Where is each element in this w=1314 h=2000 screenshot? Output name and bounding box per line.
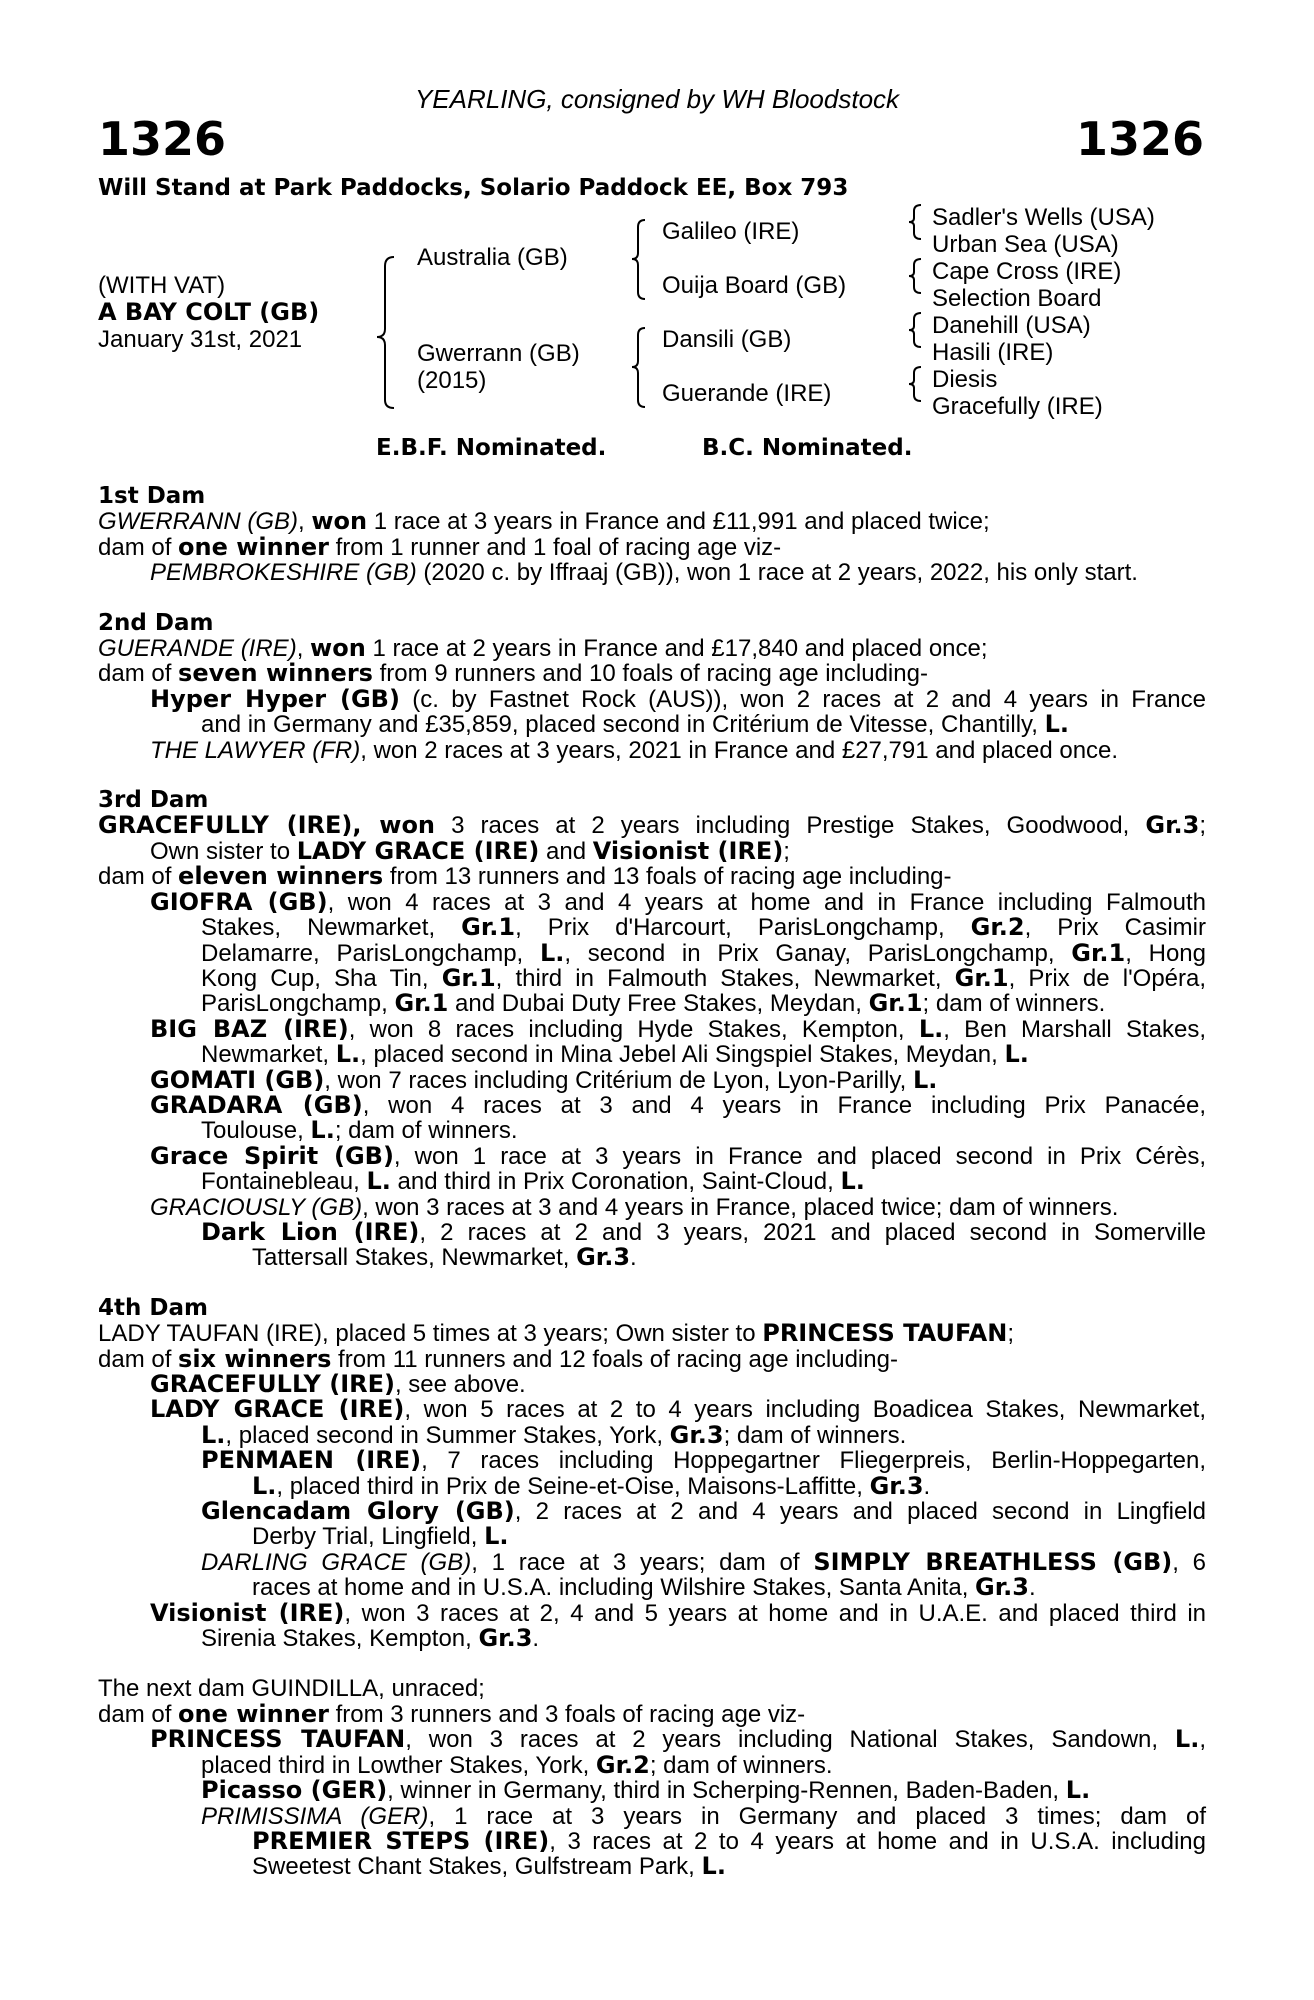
dam-of-dam: Guerande (IRE)	[662, 380, 832, 407]
first-dam-record: GWERRANN (GB), won 1 race at 3 years in France and £11,991 and placed twice;	[98, 507, 990, 536]
progeny-giofra-cont-3: Kong Cup, Sha Tin, Gr.1, third in Falmouth Stakes, Newmarket, Gr.1, Prix de l'Opéra,	[201, 963, 1207, 992]
sire-of-sire: Galileo (IRE)	[662, 218, 800, 245]
progeny-gomati: GOMATI (GB), won 7 races including Critérium de Lyon, Lyon-Parilly, L.	[150, 1065, 938, 1094]
consignment-subtitle: YEARLING, consigned by WH Bloodstock	[414, 84, 900, 114]
progeny-giofra-cont-1: Stakes, Newmarket, Gr.1, Prix d'Harcourt, ParisLongchamp, Gr.2, Prix Casimir	[201, 913, 1206, 942]
progeny-glencadam-glory-cont: Derby Trial, Lingfield, L.	[252, 1522, 509, 1551]
catalogue-pedigree-notes	[98, 484, 1206, 1880]
progeny-gradara: GRADARA (GB), won 4 races at 3 and 4 years in France including Prix Panacée,	[150, 1090, 1206, 1119]
progeny-giofra: GIOFRA (GB), won 4 races at 3 and 4 years at home and in France including Falmouth	[150, 887, 1207, 916]
progeny-dark-lion: Dark Lion (IRE), 2 races at 2 and 3 years, 2021 and placed second in Somerville	[201, 1217, 1206, 1246]
progeny-big-baz-cont: Newmarket, L., placed second in Mina Jebel Ali Singspiel Stakes, Meydan, L.	[201, 1040, 1029, 1069]
progeny-princess-taufan-cont: placed third in Lowther Stakes, York, Gr.2; dam of winners.	[201, 1750, 833, 1779]
ebf-nomination: E.B.F. Nominated.	[376, 435, 607, 461]
third-dam-record: GRACEFULLY (IRE), won 3 races at 2 years including Prestige Stakes, Goodwood, Gr.3;	[98, 811, 1206, 840]
sire-of-dam: Dansili (GB)	[662, 326, 792, 353]
bc-nomination: B.C. Nominated.	[702, 435, 913, 461]
progeny-penmaen-cont: L., placed third in Prix de Seine-et-Oise, Maisons-Laffitte, Gr.3.	[252, 1471, 931, 1500]
horse-name: A BAY COLT (GB)	[98, 298, 320, 326]
second-dam-record: GUERANDE (IRE), won 1 race at 2 years in France and £17,840 and placed once;	[98, 634, 988, 663]
lot-number-left: 1326	[98, 112, 227, 166]
progeny-penmaen: PENMAEN (IRE), 7 races including Hoppegartner Fliegerpreis, Berlin-Hoppegarten,	[201, 1446, 1206, 1475]
progeny-graciously: GRACIOUSLY (GB), won 3 races at 3 and 4 years in France, placed twice; dam of winners.	[150, 1193, 1119, 1221]
progeny-darling-grace-cont: races at home and in U.S.A. including Wilshire Stakes, Santa Anita, Gr.3.	[252, 1573, 1036, 1602]
progeny-princess-taufan: PRINCESS TAUFAN, won 3 races at 2 years including National Stakes, Sandown, L.,	[150, 1725, 1207, 1754]
second-dam-produce: dam of seven winners from 9 runners and 10 foals of racing age including-	[98, 659, 928, 688]
next-dam-produce: dam of one winner from 3 runners and 3 foals of racing age viz-	[98, 1699, 806, 1728]
progeny-premier-steps-cont: Sweetest Chant Stakes, Gulfstream Park, L.	[252, 1852, 726, 1881]
ancestor-2: Urban Sea (USA)	[932, 231, 1119, 258]
fourth-dam-title: 4th Dam	[98, 1294, 208, 1321]
progeny-dark-lion-cont: Tattersall Stakes, Newmarket, Gr.3.	[252, 1243, 637, 1272]
ancestor-7: Diesis	[932, 366, 998, 393]
progeny-gracefully: GRACEFULLY (IRE), see above.	[150, 1370, 526, 1398]
lot-number-right: 1326	[1075, 112, 1204, 166]
ancestor-8: Gracefully (IRE)	[932, 393, 1103, 420]
stabling-location: Will Stand at Park Paddocks, Solario Paddock EE, Box 793	[98, 175, 849, 201]
dam-of-sire: Ouija Board (GB)	[662, 272, 847, 299]
progeny-gradara-cont: Toulouse, L.; dam of winners.	[201, 1116, 518, 1145]
sire: Australia (GB)	[417, 244, 568, 271]
dam: Gwerrann (GB)	[417, 340, 580, 367]
foaling-date: January 31st, 2021	[98, 326, 303, 353]
first-dam-produce: dam of one winner from 1 runner and 1 foal of racing age viz-	[98, 532, 782, 561]
progeny-giofra-cont-4: ParisLongchamp, Gr.1 and Dubai Duty Free Stakes, Meydan, Gr.1; dam of winners.	[201, 989, 1106, 1018]
third-dam-produce: dam of eleven winners from 13 runners and 13 foals of racing age including-	[98, 862, 952, 891]
progeny-visionist: Visionist (IRE), won 3 races at 2, 4 and 5 years at home and in U.A.E. and placed third in	[150, 1598, 1207, 1627]
progeny-hyper-hyper: Hyper Hyper (GB) (c. by Fastnet Rock (AUS)), won 2 races at 2 and 4 years in France	[150, 684, 1207, 713]
progeny-big-baz: BIG BAZ (IRE), won 8 races including Hyde Stakes, Kempton, L., Ben Marshall Stakes,	[150, 1014, 1207, 1043]
first-dam-title: 1st Dam	[98, 483, 206, 509]
ancestor-1: Sadler's Wells (USA)	[932, 204, 1155, 231]
progeny-visionist-cont: Sirenia Stakes, Kempton, Gr.3.	[201, 1624, 540, 1653]
ancestor-6: Hasili (IRE)	[932, 339, 1054, 366]
third-dam-siblings: Own sister to LADY GRACE (IRE) and Visionist (IRE);	[150, 836, 790, 865]
progeny-glencadam-glory: Glencadam Glory (GB), 2 races at 2 and 4 years and placed second in Lingfield	[201, 1497, 1206, 1526]
vat-note: (WITH VAT)	[98, 272, 226, 299]
progeny-picasso: Picasso (GER), winner in Germany, third in Scherping-Rennen, Baden-Baden, L.	[201, 1776, 1091, 1805]
progeny-lady-grace-cont: L., placed second in Summer Stakes, York, Gr.3; dam of winners.	[201, 1420, 907, 1449]
progeny-pembrokeshire: PEMBROKESHIRE (GB) (2020 c. by Iffraaj (GB)), won 1 race at 2 years, 2022, his only start.	[150, 559, 1138, 587]
next-dam-record: The next dam GUINDILLA, unraced;	[98, 1675, 485, 1703]
progeny-the-lawyer: THE LAWYER (FR), won 2 races at 3 years, 2021 in France and £27,791 and placed once.	[150, 736, 1119, 764]
ancestor-4: Selection Board	[932, 285, 1102, 312]
progeny-lady-grace: LADY GRACE (IRE), won 5 races at 2 to 4 years including Boadicea Stakes, Newmarket,	[150, 1395, 1206, 1424]
dam-year: (2015)	[417, 367, 487, 394]
progeny-darling-grace: DARLING GRACE (GB), 1 race at 3 years; dam of SIMPLY BREATHLESS (GB), 6	[201, 1547, 1207, 1576]
progeny-premier-steps: PREMIER STEPS (IRE), 3 races at 2 to 4 years at home and in U.S.A. including	[252, 1826, 1207, 1855]
third-dam-title: 3rd Dam	[98, 787, 209, 814]
progeny-grace-spirit: Grace Spirit (GB), won 1 race at 3 years in France and placed second in Prix Cérès,	[150, 1141, 1206, 1170]
second-dam-title: 2nd Dam	[98, 609, 214, 636]
fourth-dam-produce: dam of six winners from 11 runners and 12 foals of racing age including-	[98, 1344, 898, 1373]
progeny-primissima: PRIMISSIMA (GER), 1 race at 3 years in Germany and placed 3 times; dam of	[201, 1802, 1207, 1830]
progeny-hyper-hyper-cont: and in Germany and £35,859, placed second in Critérium de Vitesse, Chantilly, L.	[201, 710, 1070, 739]
ancestor-3: Cape Cross (IRE)	[932, 258, 1122, 285]
fourth-dam-record: LADY TAUFAN (IRE), placed 5 times at 3 years; Own sister to PRINCESS TAUFAN;	[98, 1319, 1014, 1348]
progeny-giofra-cont-2: Delamarre, ParisLongchamp, L., second in Prix Ganay, ParisLongchamp, Gr.1, Hong	[201, 938, 1207, 967]
ancestor-5: Danehill (USA)	[932, 312, 1091, 339]
progeny-grace-spirit-cont: Fontainebleau, L. and third in Prix Coronation, Saint-Cloud, L.	[201, 1167, 865, 1196]
